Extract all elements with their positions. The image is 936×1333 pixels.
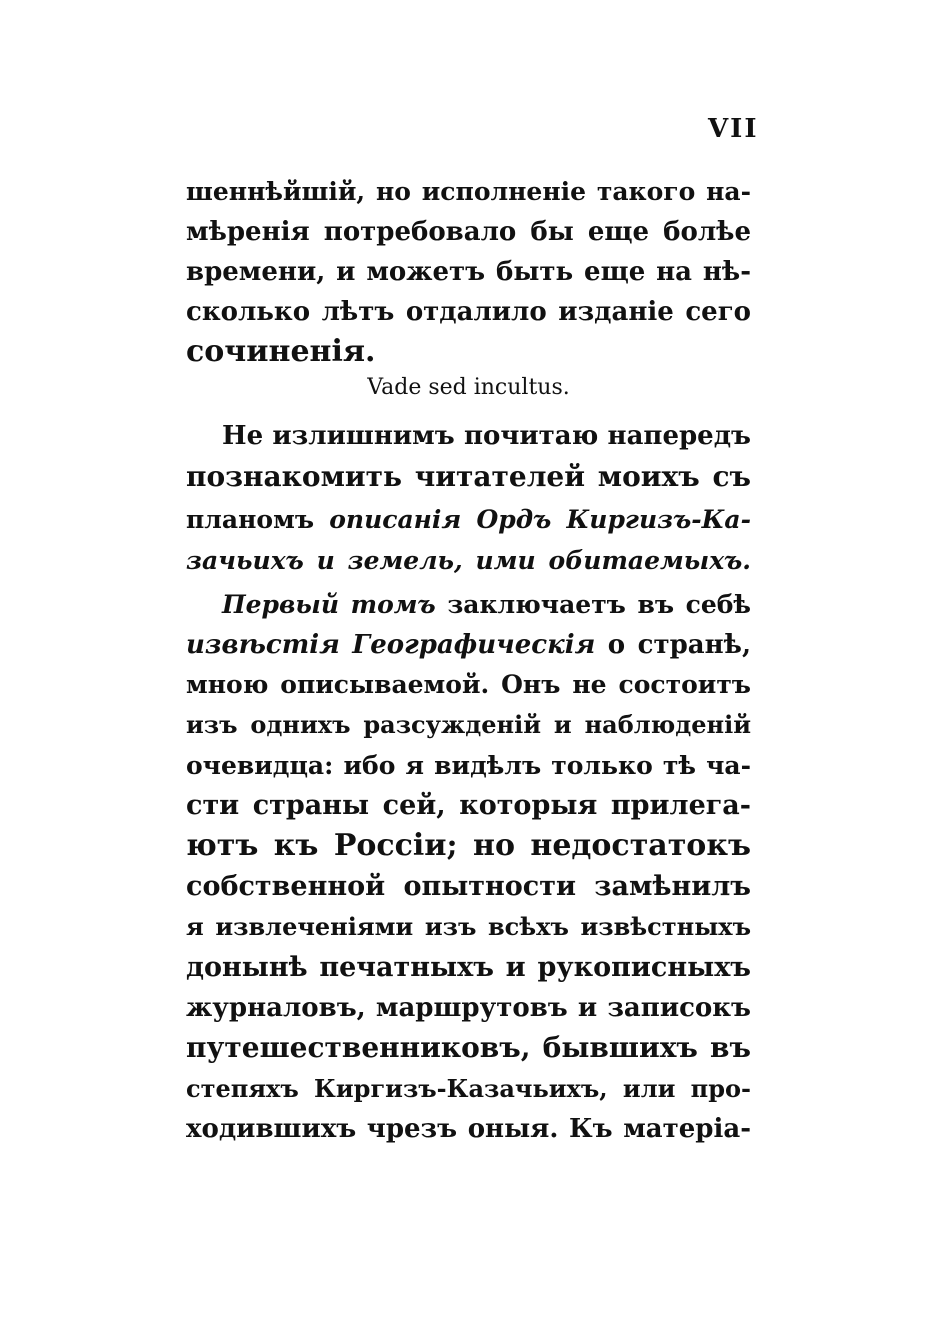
text-span: планомъ (186, 505, 330, 534)
text-line (222, 585, 751, 625)
text-line: Не излишнимъ почитаю напередъ (222, 421, 751, 451)
italic-span: описанiя Ордъ Киргизъ-Ка- (329, 505, 751, 534)
text-line: сочиненiя. (186, 334, 376, 369)
text-line: журналовъ, маршрутовъ и записокъ (186, 993, 751, 1023)
text-line: познакомить читателей моихъ съ (186, 460, 751, 493)
text-line: путешественниковъ, бывшихъ въ (186, 1031, 751, 1064)
text-line (186, 500, 751, 540)
text-line: шеннѣйшiй, но исполненiе такого на- (186, 177, 751, 206)
text-span: заключаетъ въ себѣ (435, 590, 751, 619)
text-line: сти страны сей, которыя прилега- (186, 790, 751, 821)
text-line: мною описываемой. Онъ не состоитъ (186, 670, 751, 699)
text-line: донынѣ печатныхъ и рукописныхъ (186, 952, 751, 983)
text-line: ходившихъ чрезъ оныя. Къ матерiа- (186, 1114, 751, 1144)
epigraph: Vade sed incultus. (367, 375, 570, 400)
text-line: собственной опытности замѣнилъ (186, 871, 751, 902)
text-line (186, 625, 751, 665)
text-line: зачьихъ и земель, ими обитаемыхъ. (186, 546, 751, 575)
text-line: мѣренiя потребовало бы еще болѣе (186, 217, 751, 247)
text-line: я извлеченiями изъ всѣхъ извѣстныхъ (186, 912, 751, 941)
page-number: VII (708, 114, 759, 144)
text-line: сколько лѣтъ отдалило изданiе сего (186, 297, 751, 327)
italic-span: извѣстiя Географическiя (186, 630, 596, 660)
text-line: степяхъ Киргизъ-Казачьихъ, или про- (186, 1074, 751, 1103)
italic-span: Первый томъ (222, 590, 436, 619)
text-line: очевидца: ибо я видѣлъ только тѣ ча- (186, 751, 751, 780)
text-span: о странѣ, (595, 630, 752, 660)
text-line: изъ однихъ разсужденiй и наблюденiй (186, 710, 751, 739)
text-line: ютъ къ Россiи; но недостатокъ (186, 828, 751, 863)
text-line: времени, и можетъ быть еще на нѣ- (186, 257, 751, 287)
